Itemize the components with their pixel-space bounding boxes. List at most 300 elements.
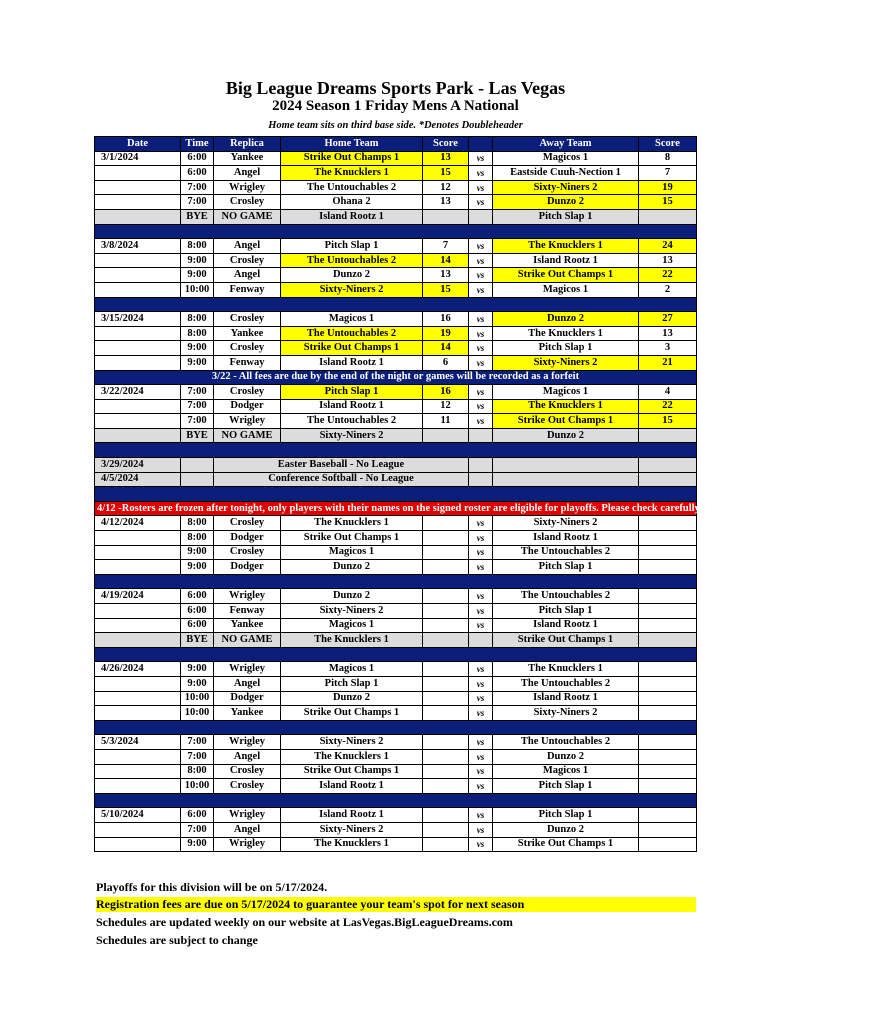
away-score: 7 <box>639 166 697 181</box>
row-replica: Wrigley <box>214 414 281 429</box>
away-score <box>639 209 697 224</box>
row-time: 8:00 <box>181 764 214 779</box>
fee-notice-row <box>95 370 697 385</box>
row-time: 10:00 <box>181 779 214 794</box>
home-team: Strike Out Champs 1 <box>281 341 423 356</box>
home-team: Sixty-Niners 2 <box>281 604 423 619</box>
row-date: 3/1/2024 <box>95 151 181 166</box>
separator-cell <box>95 793 697 808</box>
home-score: 12 <box>423 180 469 195</box>
away-score <box>639 749 697 764</box>
row-replica: Wrigley <box>214 589 281 604</box>
game-row <box>95 151 697 166</box>
game-row <box>95 604 697 619</box>
vs-label: vs <box>469 195 493 210</box>
row-time: 7:00 <box>181 735 214 750</box>
home-score: 16 <box>423 385 469 400</box>
away-score <box>639 676 697 691</box>
game-row <box>95 822 697 837</box>
away-team: The Untouchables 2 <box>493 545 639 560</box>
row-date: 5/3/2024 <box>95 735 181 750</box>
vs-label: vs <box>469 545 493 560</box>
week-separator <box>95 487 697 502</box>
schedule-table <box>94 136 891 852</box>
home-score <box>423 779 469 794</box>
row-date <box>95 326 181 341</box>
row-time: 8:00 <box>181 239 214 254</box>
away-score <box>639 764 697 779</box>
home-team: Sixty-Niners 2 <box>281 822 423 837</box>
vs-label: vs <box>469 326 493 341</box>
row-replica: Yankee <box>214 706 281 721</box>
row-date <box>95 749 181 764</box>
row-time: 8:00 <box>181 326 214 341</box>
away-team: Pitch Slap 1 <box>493 779 639 794</box>
game-row <box>95 341 697 356</box>
empty-cell <box>469 458 493 473</box>
game-row <box>95 618 697 633</box>
away-team: Pitch Slap 1 <box>493 604 639 619</box>
home-score <box>423 516 469 531</box>
away-score: 3 <box>639 341 697 356</box>
vs-label: vs <box>469 166 493 181</box>
home-team: The Untouchables 2 <box>281 253 423 268</box>
bye-row <box>95 633 697 648</box>
home-score <box>423 662 469 677</box>
row-replica: Wrigley <box>214 735 281 750</box>
home-score <box>423 545 469 560</box>
away-score <box>639 779 697 794</box>
vs-label: vs <box>469 341 493 356</box>
home-score: 15 <box>423 166 469 181</box>
home-score <box>423 822 469 837</box>
away-score <box>639 662 697 677</box>
game-row <box>95 706 697 721</box>
row-date: 4/12/2024 <box>95 516 181 531</box>
row-replica: Fenway <box>214 282 281 297</box>
game-row <box>95 545 697 560</box>
vs-label: vs <box>469 253 493 268</box>
header-replica: Replica <box>214 137 281 152</box>
away-team: Strike Out Champs 1 <box>493 837 639 852</box>
row-date <box>95 209 181 224</box>
home-team: The Knucklers 1 <box>281 749 423 764</box>
row-date <box>95 414 181 429</box>
vs-label: vs <box>469 604 493 619</box>
vs-label: vs <box>469 414 493 429</box>
home-team: The Knucklers 1 <box>281 166 423 181</box>
row-date <box>95 531 181 546</box>
home-team: Magicos 1 <box>281 545 423 560</box>
home-team: Strike Out Champs 1 <box>281 151 423 166</box>
away-score <box>639 516 697 531</box>
week-separator <box>95 720 697 735</box>
row-time: 8:00 <box>181 531 214 546</box>
separator-cell <box>95 487 697 502</box>
row-time: 9:00 <box>181 676 214 691</box>
away-team: Dunzo 2 <box>493 428 639 443</box>
row-time: 7:00 <box>181 385 214 400</box>
no-league-note: Conference Softball - No League <box>214 472 469 487</box>
row-replica: Dodger <box>214 560 281 575</box>
row-time: 9:00 <box>181 253 214 268</box>
home-team: Magicos 1 <box>281 662 423 677</box>
row-date <box>95 399 181 414</box>
row-date <box>95 341 181 356</box>
vs-label: vs <box>469 837 493 852</box>
row-replica: Fenway <box>214 355 281 370</box>
row-time: BYE <box>181 428 214 443</box>
away-score: 13 <box>639 253 697 268</box>
away-score: 21 <box>639 355 697 370</box>
game-row <box>95 589 697 604</box>
bye-row <box>95 428 697 443</box>
home-score <box>423 428 469 443</box>
game-row <box>95 385 697 400</box>
home-score <box>423 209 469 224</box>
vs-label: vs <box>469 822 493 837</box>
row-replica: Crosley <box>214 195 281 210</box>
row-date <box>95 706 181 721</box>
row-replica: NO GAME <box>214 428 281 443</box>
row-replica: Crosley <box>214 764 281 779</box>
row-date <box>95 282 181 297</box>
home-score: 15 <box>423 282 469 297</box>
row-date: 4/19/2024 <box>95 589 181 604</box>
away-score: 24 <box>639 239 697 254</box>
empty-cell <box>639 458 697 473</box>
roster-freeze-row <box>95 501 697 516</box>
home-score <box>423 560 469 575</box>
row-replica: NO GAME <box>214 633 281 648</box>
home-score <box>423 749 469 764</box>
row-time: 7:00 <box>181 399 214 414</box>
row-time: 9:00 <box>181 545 214 560</box>
week-separator <box>95 647 697 662</box>
week-separator <box>95 443 697 458</box>
row-time: 8:00 <box>181 312 214 327</box>
row-date <box>95 779 181 794</box>
row-time: 7:00 <box>181 749 214 764</box>
home-score: 7 <box>423 239 469 254</box>
row-replica: Fenway <box>214 604 281 619</box>
vs-label: vs <box>469 589 493 604</box>
game-row <box>95 749 697 764</box>
registration-note: Registration fees are due on 5/17/2024 to guarantee your team's spot for next season <box>96 897 696 912</box>
home-score: 6 <box>423 355 469 370</box>
game-row <box>95 180 697 195</box>
row-date <box>95 428 181 443</box>
away-team: The Knucklers 1 <box>493 239 639 254</box>
away-score: 15 <box>639 195 697 210</box>
row-date: 5/10/2024 <box>95 808 181 823</box>
home-team: Sixty-Niners 2 <box>281 735 423 750</box>
away-score: 15 <box>639 414 697 429</box>
row-replica: Crosley <box>214 253 281 268</box>
home-team: Magicos 1 <box>281 312 423 327</box>
game-row <box>95 808 697 823</box>
vs-label: vs <box>469 516 493 531</box>
home-team: Strike Out Champs 1 <box>281 764 423 779</box>
separator-cell <box>95 297 697 312</box>
vs-label <box>469 428 493 443</box>
away-score <box>639 735 697 750</box>
away-team: Magicos 1 <box>493 151 639 166</box>
away-team: The Untouchables 2 <box>493 589 639 604</box>
away-team: The Knucklers 1 <box>493 326 639 341</box>
vs-label: vs <box>469 735 493 750</box>
away-score <box>639 560 697 575</box>
row-time: 10:00 <box>181 691 214 706</box>
row-replica: Yankee <box>214 151 281 166</box>
away-score: 4 <box>639 385 697 400</box>
schedule-body <box>95 151 891 852</box>
row-replica: Dodger <box>214 531 281 546</box>
home-score <box>423 837 469 852</box>
schedule-change-note: Schedules are subject to change <box>96 933 258 947</box>
away-team: Pitch Slap 1 <box>493 341 639 356</box>
away-score: 27 <box>639 312 697 327</box>
row-replica: Dodger <box>214 691 281 706</box>
home-team: Island Rootz 1 <box>281 808 423 823</box>
row-time: 10:00 <box>181 282 214 297</box>
away-team: The Untouchables 2 <box>493 735 639 750</box>
home-score <box>423 691 469 706</box>
away-score: 19 <box>639 180 697 195</box>
row-date <box>95 180 181 195</box>
separator-cell <box>95 443 697 458</box>
row-time: 9:00 <box>181 662 214 677</box>
header-away-team: Away Team <box>493 137 639 152</box>
game-row <box>95 312 697 327</box>
home-team: The Knucklers 1 <box>281 837 423 852</box>
home-score: 11 <box>423 414 469 429</box>
vs-label <box>469 633 493 648</box>
row-date <box>95 195 181 210</box>
row-time: 9:00 <box>181 341 214 356</box>
vs-label: vs <box>469 355 493 370</box>
row-date <box>95 633 181 648</box>
week-separator <box>95 793 697 808</box>
vs-label: vs <box>469 676 493 691</box>
game-row <box>95 779 697 794</box>
home-score: 19 <box>423 326 469 341</box>
game-row <box>95 764 697 779</box>
roster-freeze-notice: 4/12 -Rosters are frozen after tonight, only players with their names on the signed roster are eligible for playoffs. Please check carefully as changes will not be made for omissions. <box>95 501 697 516</box>
row-replica: NO GAME <box>214 209 281 224</box>
week-separator <box>95 574 697 589</box>
row-time: 9:00 <box>181 560 214 575</box>
home-score: 16 <box>423 312 469 327</box>
row-date <box>95 676 181 691</box>
home-score: 13 <box>423 195 469 210</box>
website-note: Schedules are updated weekly on our website at LasVegas.BigLeagueDreams.com <box>96 915 513 929</box>
away-team: Island Rootz 1 <box>493 531 639 546</box>
game-row <box>95 414 697 429</box>
empty-cell <box>493 472 639 487</box>
away-score <box>639 837 697 852</box>
away-score <box>639 604 697 619</box>
vs-label: vs <box>469 764 493 779</box>
away-team: Sixty-Niners 2 <box>493 516 639 531</box>
header-time: Time <box>181 137 214 152</box>
row-replica: Crosley <box>214 385 281 400</box>
row-date <box>95 837 181 852</box>
game-row <box>95 326 697 341</box>
away-team: Pitch Slap 1 <box>493 209 639 224</box>
home-team: Dunzo 2 <box>281 589 423 604</box>
row-replica: Angel <box>214 676 281 691</box>
home-score: 12 <box>423 399 469 414</box>
vs-label <box>469 209 493 224</box>
vs-label: vs <box>469 151 493 166</box>
home-score <box>423 735 469 750</box>
game-row <box>95 531 697 546</box>
away-score <box>639 691 697 706</box>
game-row <box>95 560 697 575</box>
row-replica: Crosley <box>214 516 281 531</box>
home-team-note: Home team sits on third base side. *Denotes Doubleheader <box>268 120 523 131</box>
away-team: Island Rootz 1 <box>493 618 639 633</box>
vs-label: vs <box>469 560 493 575</box>
away-team: Magicos 1 <box>493 764 639 779</box>
home-score <box>423 706 469 721</box>
away-team: The Knucklers 1 <box>493 399 639 414</box>
away-score <box>639 822 697 837</box>
home-team: Dunzo 2 <box>281 691 423 706</box>
home-score <box>423 764 469 779</box>
week-separator <box>95 297 697 312</box>
home-team: Magicos 1 <box>281 618 423 633</box>
row-date: 3/22/2024 <box>95 385 181 400</box>
empty-cell <box>493 458 639 473</box>
game-row <box>95 735 697 750</box>
game-row <box>95 399 697 414</box>
vs-label: vs <box>469 706 493 721</box>
away-score <box>639 545 697 560</box>
away-team: The Knucklers 1 <box>493 662 639 677</box>
row-date <box>95 604 181 619</box>
row-date <box>95 618 181 633</box>
home-team: Pitch Slap 1 <box>281 239 423 254</box>
empty-cell <box>181 458 214 473</box>
row-date <box>95 691 181 706</box>
row-time: 9:00 <box>181 837 214 852</box>
row-time: BYE <box>181 633 214 648</box>
row-replica: Wrigley <box>214 180 281 195</box>
empty-cell <box>181 472 214 487</box>
row-replica: Wrigley <box>214 662 281 677</box>
away-score <box>639 531 697 546</box>
away-team: Sixty-Niners 2 <box>493 180 639 195</box>
vs-label: vs <box>469 312 493 327</box>
table-header-row <box>95 137 697 152</box>
home-score <box>423 633 469 648</box>
home-score <box>423 531 469 546</box>
game-row <box>95 676 697 691</box>
row-time: 6:00 <box>181 166 214 181</box>
game-row <box>95 691 697 706</box>
row-date <box>95 268 181 283</box>
game-row <box>95 355 697 370</box>
home-team: Island Rootz 1 <box>281 779 423 794</box>
away-score <box>639 706 697 721</box>
vs-label: vs <box>469 180 493 195</box>
row-date: 4/26/2024 <box>95 662 181 677</box>
row-date <box>95 253 181 268</box>
bye-row <box>95 209 697 224</box>
vs-label: vs <box>469 662 493 677</box>
away-team: Dunzo 2 <box>493 749 639 764</box>
row-replica: Angel <box>214 239 281 254</box>
row-date <box>95 560 181 575</box>
home-team: Sixty-Niners 2 <box>281 282 423 297</box>
away-team: Sixty-Niners 2 <box>493 355 639 370</box>
separator-cell <box>95 574 697 589</box>
vs-label: vs <box>469 749 493 764</box>
home-score <box>423 618 469 633</box>
vs-label: vs <box>469 618 493 633</box>
row-time: 8:00 <box>181 516 214 531</box>
row-replica: Angel <box>214 268 281 283</box>
row-date: 3/15/2024 <box>95 312 181 327</box>
home-team: Island Rootz 1 <box>281 355 423 370</box>
away-score: 8 <box>639 151 697 166</box>
row-time: 6:00 <box>181 618 214 633</box>
away-team: Dunzo 2 <box>493 312 639 327</box>
away-score <box>639 428 697 443</box>
page-subtitle: 2024 Season 1 Friday Mens A National <box>272 98 519 114</box>
home-team: Pitch Slap 1 <box>281 385 423 400</box>
page-title: Big League Dreams Sports Park - Las Vegas <box>225 78 566 98</box>
row-replica: Crosley <box>214 545 281 560</box>
away-team: Strike Out Champs 1 <box>493 633 639 648</box>
away-score <box>639 633 697 648</box>
vs-label: vs <box>469 399 493 414</box>
vs-label: vs <box>469 808 493 823</box>
no-league-row <box>95 472 697 487</box>
header-home-score: Score <box>423 137 469 152</box>
home-team: The Untouchables 2 <box>281 180 423 195</box>
home-score: 13 <box>423 268 469 283</box>
game-row <box>95 253 697 268</box>
home-team: Strike Out Champs 1 <box>281 531 423 546</box>
separator-cell <box>95 224 697 239</box>
no-league-note: Easter Baseball - No League <box>214 458 469 473</box>
row-time: 9:00 <box>181 355 214 370</box>
away-team: Magicos 1 <box>493 282 639 297</box>
row-time: 7:00 <box>181 414 214 429</box>
separator-cell <box>95 647 697 662</box>
away-score: 22 <box>639 399 697 414</box>
row-time: 7:00 <box>181 180 214 195</box>
home-team: The Untouchables 2 <box>281 326 423 341</box>
row-time: 7:00 <box>181 195 214 210</box>
row-date: 4/5/2024 <box>95 472 181 487</box>
row-time: 6:00 <box>181 151 214 166</box>
game-row <box>95 195 697 210</box>
row-replica: Wrigley <box>214 837 281 852</box>
row-date <box>95 764 181 779</box>
away-team: The Untouchables 2 <box>493 676 639 691</box>
away-score <box>639 589 697 604</box>
away-team: Pitch Slap 1 <box>493 560 639 575</box>
fee-notice: 3/22 - All fees are due by the end of the night or games will be recorded as a forfeit <box>95 370 697 385</box>
game-row <box>95 662 697 677</box>
row-replica: Dodger <box>214 399 281 414</box>
row-replica: Angel <box>214 822 281 837</box>
vs-label: vs <box>469 691 493 706</box>
